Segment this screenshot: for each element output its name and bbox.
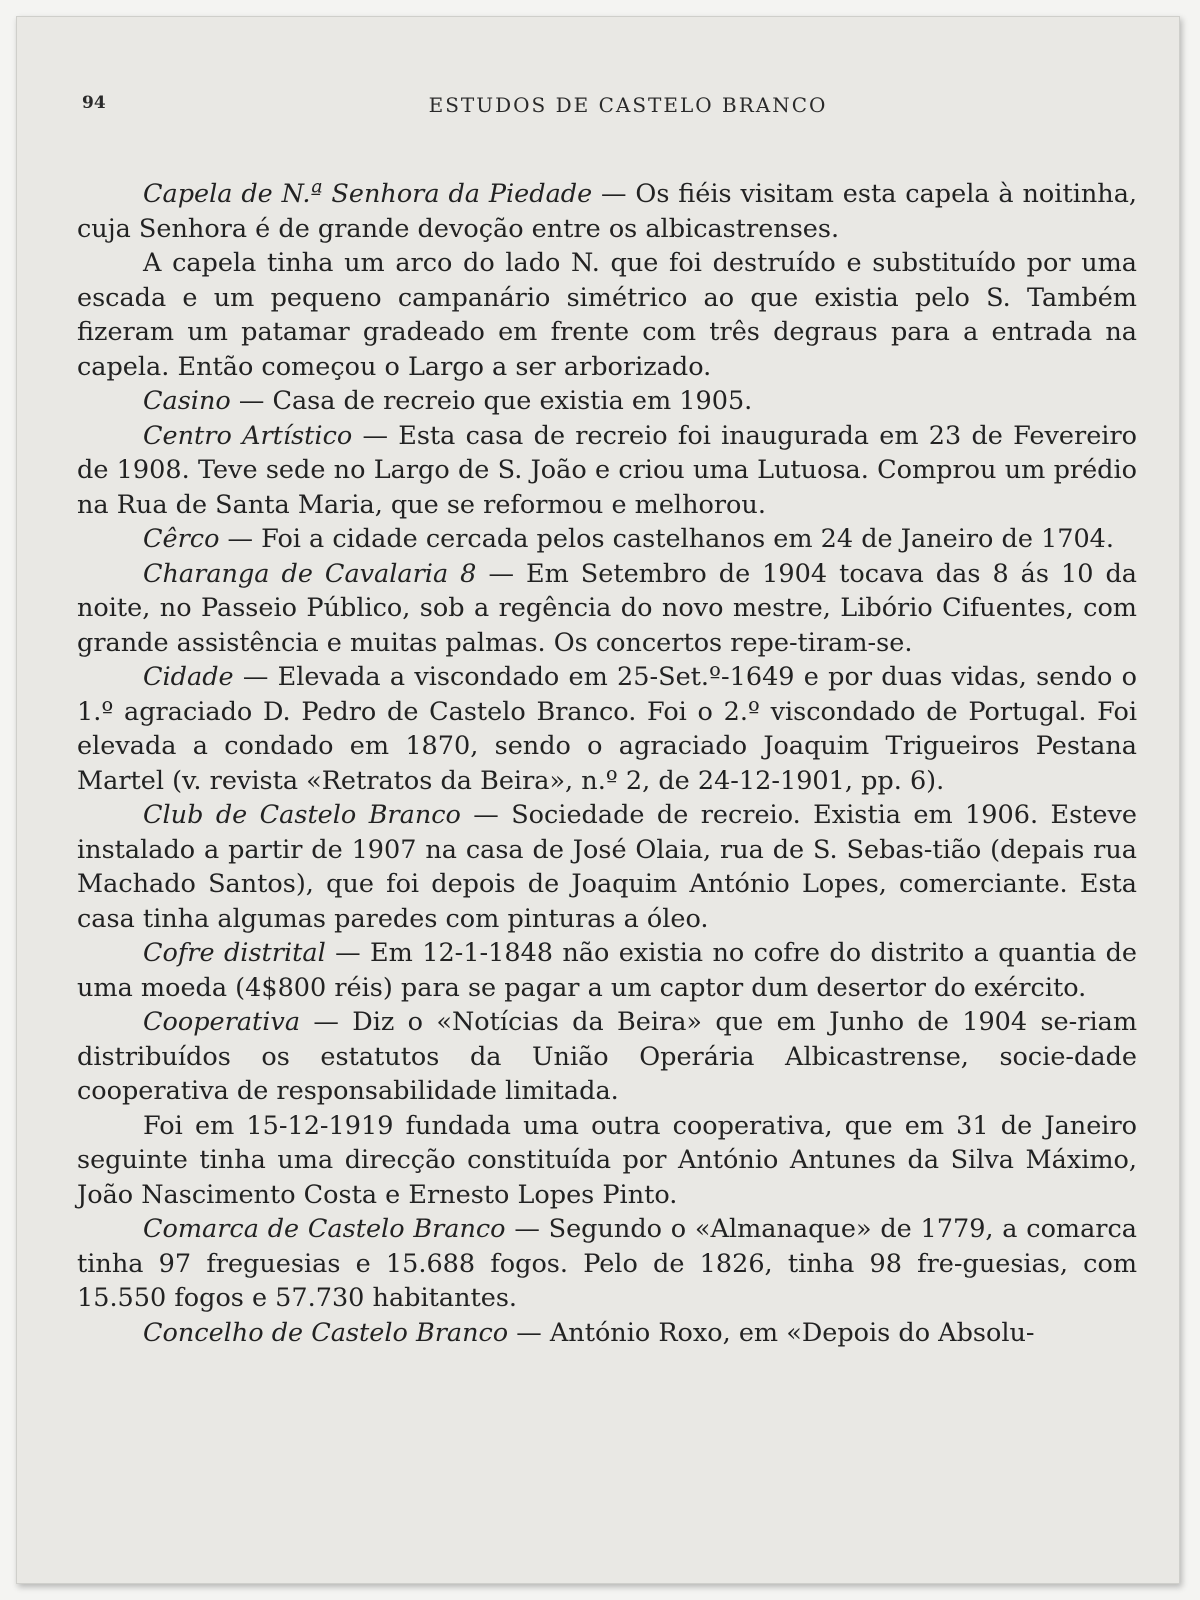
entry-charanga <box>77 557 1137 661</box>
book-page <box>16 16 1180 1584</box>
entry-text: Foi em 15-12-1919 fundada uma outra cooperativa, que em 31 de Janeiro seguinte tinha uma direcção constituída por António Antunes da Silva Máximo, João Nascimento Costa e Ernesto Lopes Pinto. <box>77 1110 1137 1210</box>
entry-comarca <box>77 1212 1137 1316</box>
entry-text: A capela tinha um arco do lado N. que foi destruído e substituído por uma escada e um pequeno campanário simétrico ao que existia pelo S. Também fizeram um patamar gradeado em frente com três degraus para a entrada na capela. Então começou o Largo a ser arborizado. <box>77 248 1137 382</box>
page-body <box>77 177 1137 1350</box>
entry-text: — Sociedade de recreio. Existia em 1906. Esteve instalado a partir de 1907 na casa de José Olaia, rua de S. Sebas-tião (depais rua Machado Santos), que foi depois de Joaquim António Lopes, comerciante. Esta casa tinha algumas paredes com pinturas a óleo. <box>77 800 1137 934</box>
entry-text: — António Roxo, em «Depois do Absolu- <box>508 1317 1035 1348</box>
entry-text: — Casa de recreio que existia em 1905. <box>230 386 753 416</box>
entry-cooperativa-continued <box>77 1109 1137 1213</box>
entry-text: — Elevada a viscondado em 25-Set.º-1649 e por duas vidas, sendo o 1.º agraciado D. Pedro de Castelo Branco. Foi o 2.º viscondado de Portugal. Foi elevada a condado em 1870, sendo o agraciado Joaquim Trigueiros Pestana Martel (v. revista «Retratos da Beira», n.º 2, de 24-12-1901, pp. 6). <box>77 662 1137 796</box>
entry-capela-continued <box>77 246 1137 384</box>
page-header <box>17 75 1179 115</box>
entry-text: — Esta casa de recreio foi inaugurada em 23 de Fevereiro de 1908. Teve sede no Largo de S. João e criou uma Lutuosa. Comprou um prédio na Rua de Santa Maria, que se reformou e melhorou. <box>77 420 1137 520</box>
entry-title: Cofre distrital <box>143 938 326 968</box>
page-number: 94 <box>82 93 106 113</box>
entry-title: Club de Castelo Branco <box>143 800 461 830</box>
entry-capela <box>77 177 1137 246</box>
running-title: ESTUDOS DE CASTELO BRANCO <box>428 93 828 117</box>
entry-text: — Os fiéis visitam esta capela à noitinha, cuja Senhora é de grande devoção entre os albicastrenses. <box>77 179 1137 244</box>
entry-title: Charanga de Cavalaria 8 <box>143 558 477 589</box>
entry-title: Comarca de Castelo Branco <box>143 1214 506 1244</box>
entry-title: Cidade <box>143 662 234 692</box>
entry-title: Capela de N.ª Senhora da Piedade <box>143 179 593 209</box>
entry-title: Cêrco <box>143 524 220 554</box>
entry-centro-artistico <box>77 419 1137 523</box>
entry-text: — Em Setembro de 1904 tocava das 8 ás 10 da noite, no Passeio Público, sob a regência do novo mestre, Libório Cifuentes, com grande assistência e muitas palmas. Os concertos repe-tiram-se. <box>77 558 1137 658</box>
entry-cofre-distrital <box>77 936 1137 1005</box>
entry-title: Casino <box>143 386 231 416</box>
entry-title: Concelho de Castelo Branco <box>143 1317 509 1348</box>
entry-text: — Diz o «Notícias da Beira» que em Junho de 1904 se-riam distribuídos os estatutos da União Operária Albicastrense, socie-dade cooperativa de responsabilidade limitada. <box>77 1007 1137 1106</box>
entry-cidade <box>77 660 1137 798</box>
entry-concelho <box>77 1316 1137 1351</box>
entry-text: — Em 12-1-1848 não existia no cofre do distrito a quantia de uma moeda (4$800 réis) para se pagar a um captor dum desertor do exército. <box>77 938 1137 1003</box>
entry-title: Centro Artístico <box>143 420 353 451</box>
entry-title: Cooperativa <box>143 1007 301 1037</box>
entry-text: — Segundo o «Almanaque» de 1779, a comarca tinha 97 freguesias e 15.688 fogos. Pelo de 1826, tinha 98 fre-guesias, com 15.550 fogos e 57.730 habitantes. <box>77 1214 1137 1313</box>
entry-cooperativa <box>77 1005 1137 1109</box>
entry-cerco <box>77 522 1137 557</box>
entry-club <box>77 798 1137 936</box>
entry-text: — Foi a cidade cercada pelos castelhanos em 24 de Janeiro de 1704. <box>219 524 1115 554</box>
entry-casino <box>77 384 1137 419</box>
